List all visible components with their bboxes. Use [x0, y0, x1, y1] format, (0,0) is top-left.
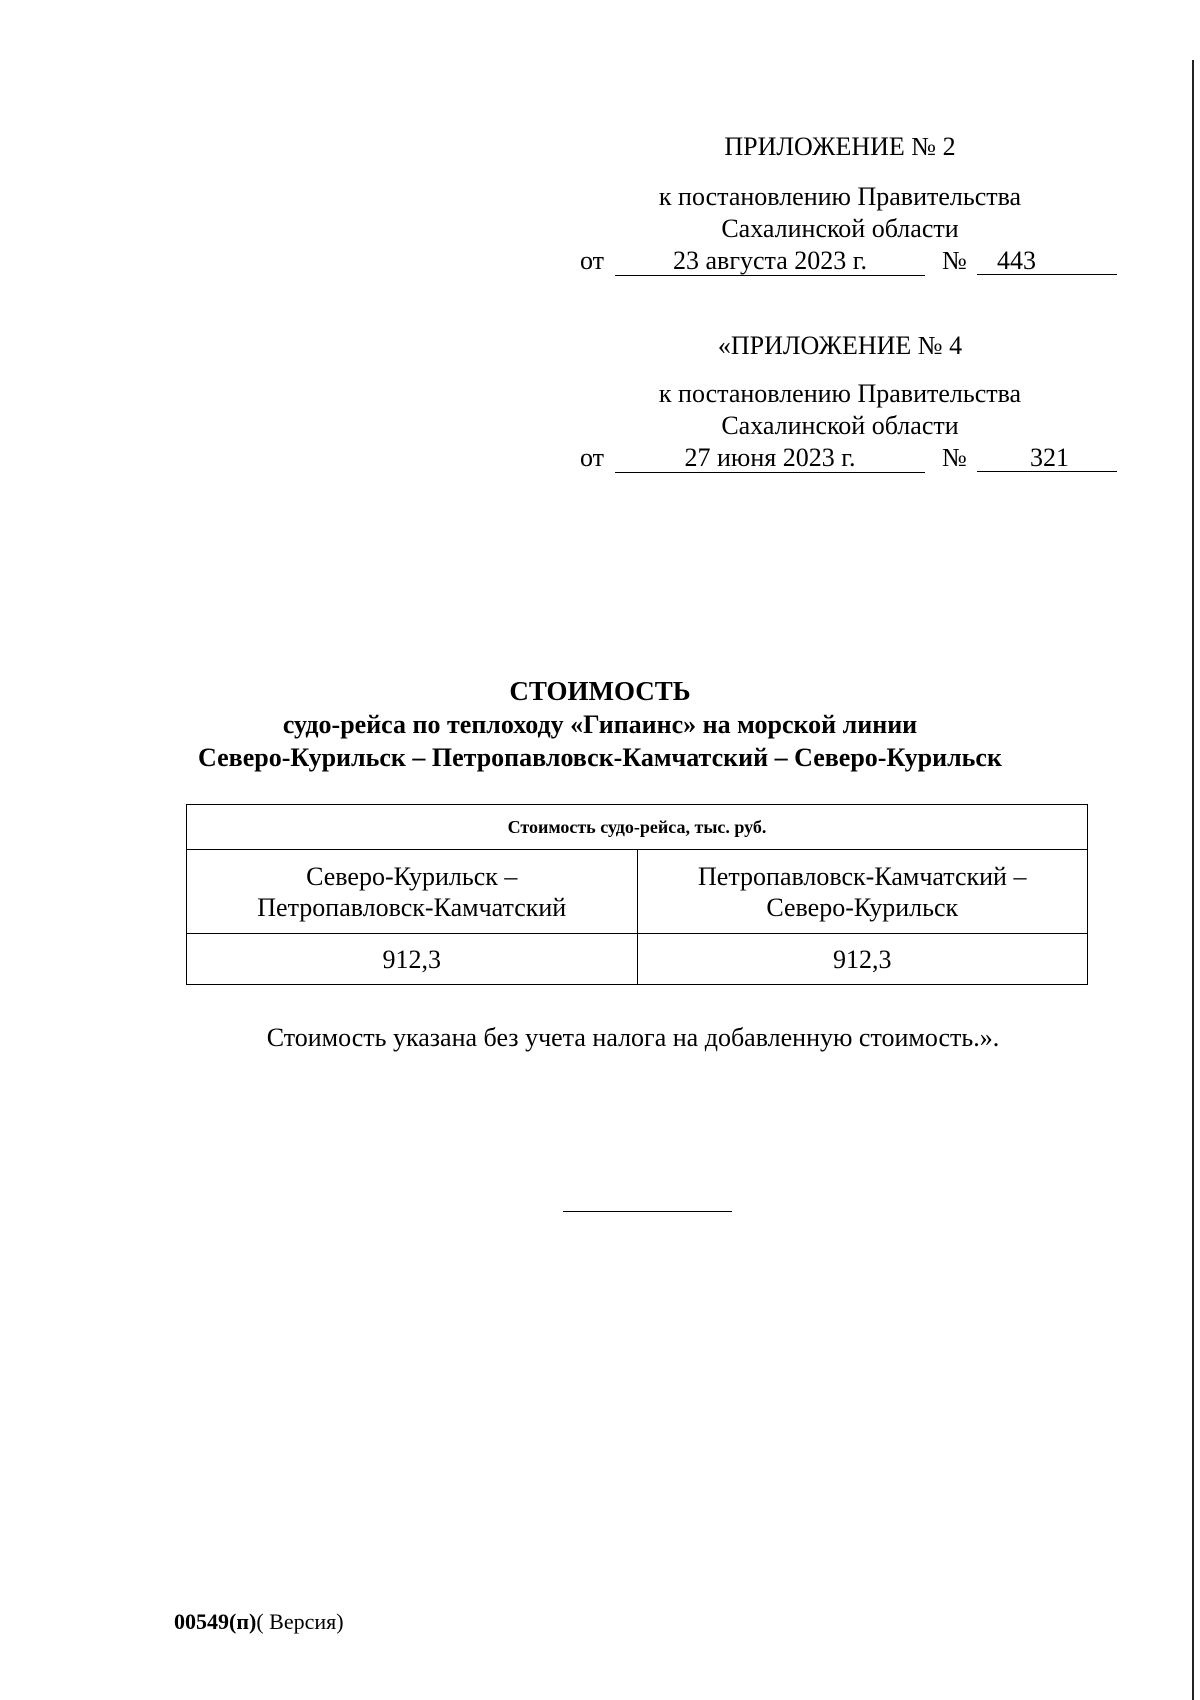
number-label: №: [942, 443, 967, 472]
table-route-row: [187, 850, 1088, 934]
number-label: №: [942, 246, 967, 275]
appendix-current-date-row: [580, 245, 1120, 277]
from-label: от: [580, 443, 605, 472]
table-header: Стоимость судо-рейса, тыс. руб.: [187, 805, 1088, 850]
appendix-current-line2: Сахалинской области: [721, 214, 959, 243]
route-cell-forward: [187, 850, 638, 934]
appendix-current-date: 23 августа 2023 г.: [615, 245, 925, 276]
route-title: Северо-Курильск – Петропавловск-Камчатский – Северо-Курильск: [198, 743, 1002, 772]
scan-edge-line: [1192, 60, 1194, 1700]
tax-note: Стоимость указана без учета налога на добавленную стоимость.».: [266, 1023, 1000, 1052]
closing-rule: [563, 1211, 732, 1212]
appendix-current-title: ПРИЛОЖЕНИЕ № 2: [724, 132, 956, 161]
table-header-row: [187, 805, 1088, 850]
footer: [174, 1608, 344, 1636]
appendix-original-title: «ПРИЛОЖЕНИЕ № 4: [717, 331, 963, 360]
document-version: ( Версия): [256, 1609, 344, 1634]
route-return-line2: Северо-Курильск: [766, 892, 959, 922]
route-cell-return: [637, 850, 1088, 934]
value-cell-return: 912,3: [637, 934, 1088, 985]
appendix-original-date: 27 июня 2023 г.: [615, 442, 925, 473]
document-subtitle: судо-рейса по теплоходу «Гипаинс» на морской линии: [282, 710, 918, 739]
document-code: 00549(п): [174, 1609, 257, 1634]
table-value-row: [187, 934, 1088, 985]
route-forward-line2: Петропавловск-Камчатский: [257, 892, 567, 922]
appendix-current-line1: к постановлению Правительства: [658, 182, 1022, 211]
document-title: СТОИМОСТЬ: [509, 676, 691, 706]
from-label: от: [580, 246, 605, 275]
appendix-original-line2: Сахалинской области: [721, 411, 959, 440]
cost-table: [186, 804, 1088, 985]
route-return-line1: Петропавловск-Камчатский –: [698, 861, 1027, 891]
route-forward-line1: Северо-Курильск –: [306, 861, 518, 891]
appendix-original-date-row: [580, 442, 1120, 474]
appendix-current-number: 443: [977, 245, 1117, 275]
value-cell-forward: 912,3: [187, 934, 638, 985]
appendix-original-line1: к постановлению Правительства: [658, 379, 1022, 408]
appendix-original-number: 321: [977, 442, 1117, 472]
